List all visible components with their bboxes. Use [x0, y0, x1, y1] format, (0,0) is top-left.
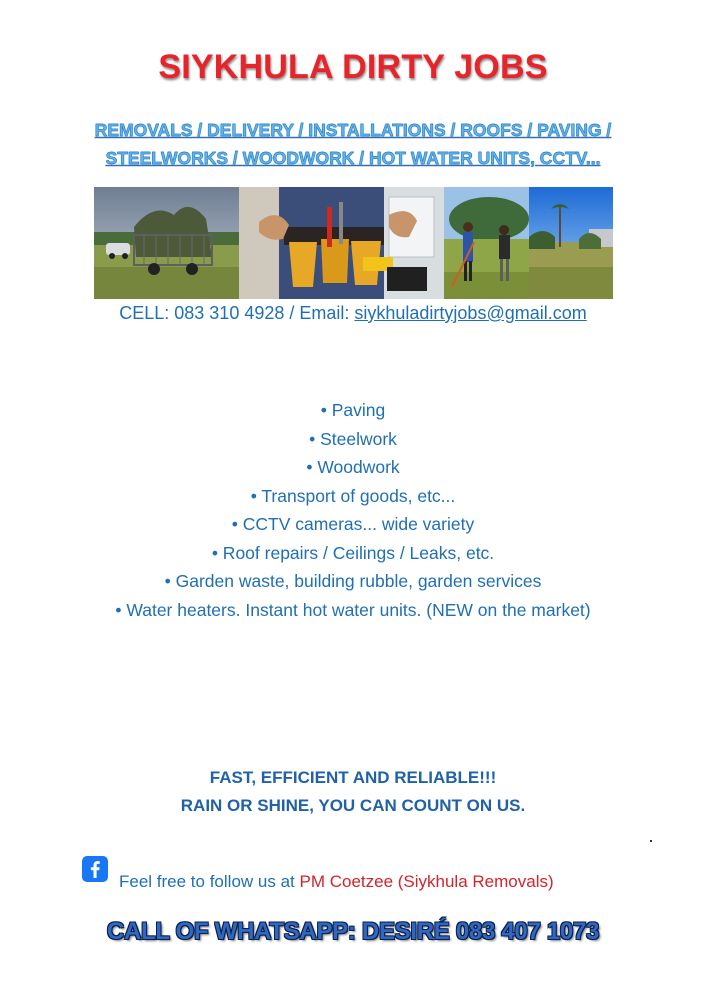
photo-cleared-yard	[529, 187, 613, 299]
list-item: • Roof repairs / Ceilings / Leaks, etc.	[211, 542, 495, 563]
slogan	[0, 764, 706, 820]
list-item: • Woodwork	[306, 457, 400, 477]
slogan-line-2: RAIN OR SHINE, YOU CAN COUNT ON US.	[180, 796, 526, 815]
call-to-action: CALL OF WHATSAPP: DESIRÉ 083 407 1073	[106, 918, 600, 945]
facebook-follow-text	[119, 872, 554, 892]
list-item: • CCTV cameras... wide variety	[231, 514, 475, 534]
facebook-follow-prefix: Feel free to follow us at	[119, 872, 300, 891]
list-item: • Garden waste, building rubble, garden services	[164, 571, 542, 591]
list-item: • Steelwork	[309, 428, 397, 449]
facebook-follow	[82, 856, 682, 891]
photo-garden-workers	[444, 187, 529, 299]
list-item: • Paving	[320, 400, 386, 420]
photo-tool-belt	[239, 187, 444, 299]
list-item: • Transport of goods, etc...	[250, 485, 456, 506]
services-banner-line-1: REMOVALS / DELIVERY / INSTALLATIONS / ROOFS / PAVING /	[94, 120, 612, 140]
facebook-page-link[interactable]: PM Coetzee (Siykhula Removals)	[299, 872, 554, 891]
list-item: • Water heaters. Instant hot water units. (NEW on the market)	[115, 599, 591, 620]
services-banner-line-2: STEELWORKS / WOODWORK / HOT WATER UNITS, CCTV...	[105, 148, 601, 168]
photo-trailer-garden-waste	[94, 187, 239, 299]
facebook-icon[interactable]	[82, 856, 108, 882]
flyer-title: SIYKHULA DIRTY JOBS	[158, 48, 548, 86]
photo-strip	[94, 187, 613, 299]
slogan-line-1: FAST, EFFICIENT AND RELIABLE!!!	[209, 768, 497, 787]
services-banner	[0, 116, 706, 172]
contact-details	[0, 303, 706, 324]
contact-phone: CELL: 083 310 4928 / Email:	[119, 303, 355, 323]
services-list	[0, 396, 706, 624]
contact-email-link[interactable]: siykhuladirtyjobs@gmail.com	[354, 303, 587, 323]
stray-dot	[650, 840, 652, 842]
